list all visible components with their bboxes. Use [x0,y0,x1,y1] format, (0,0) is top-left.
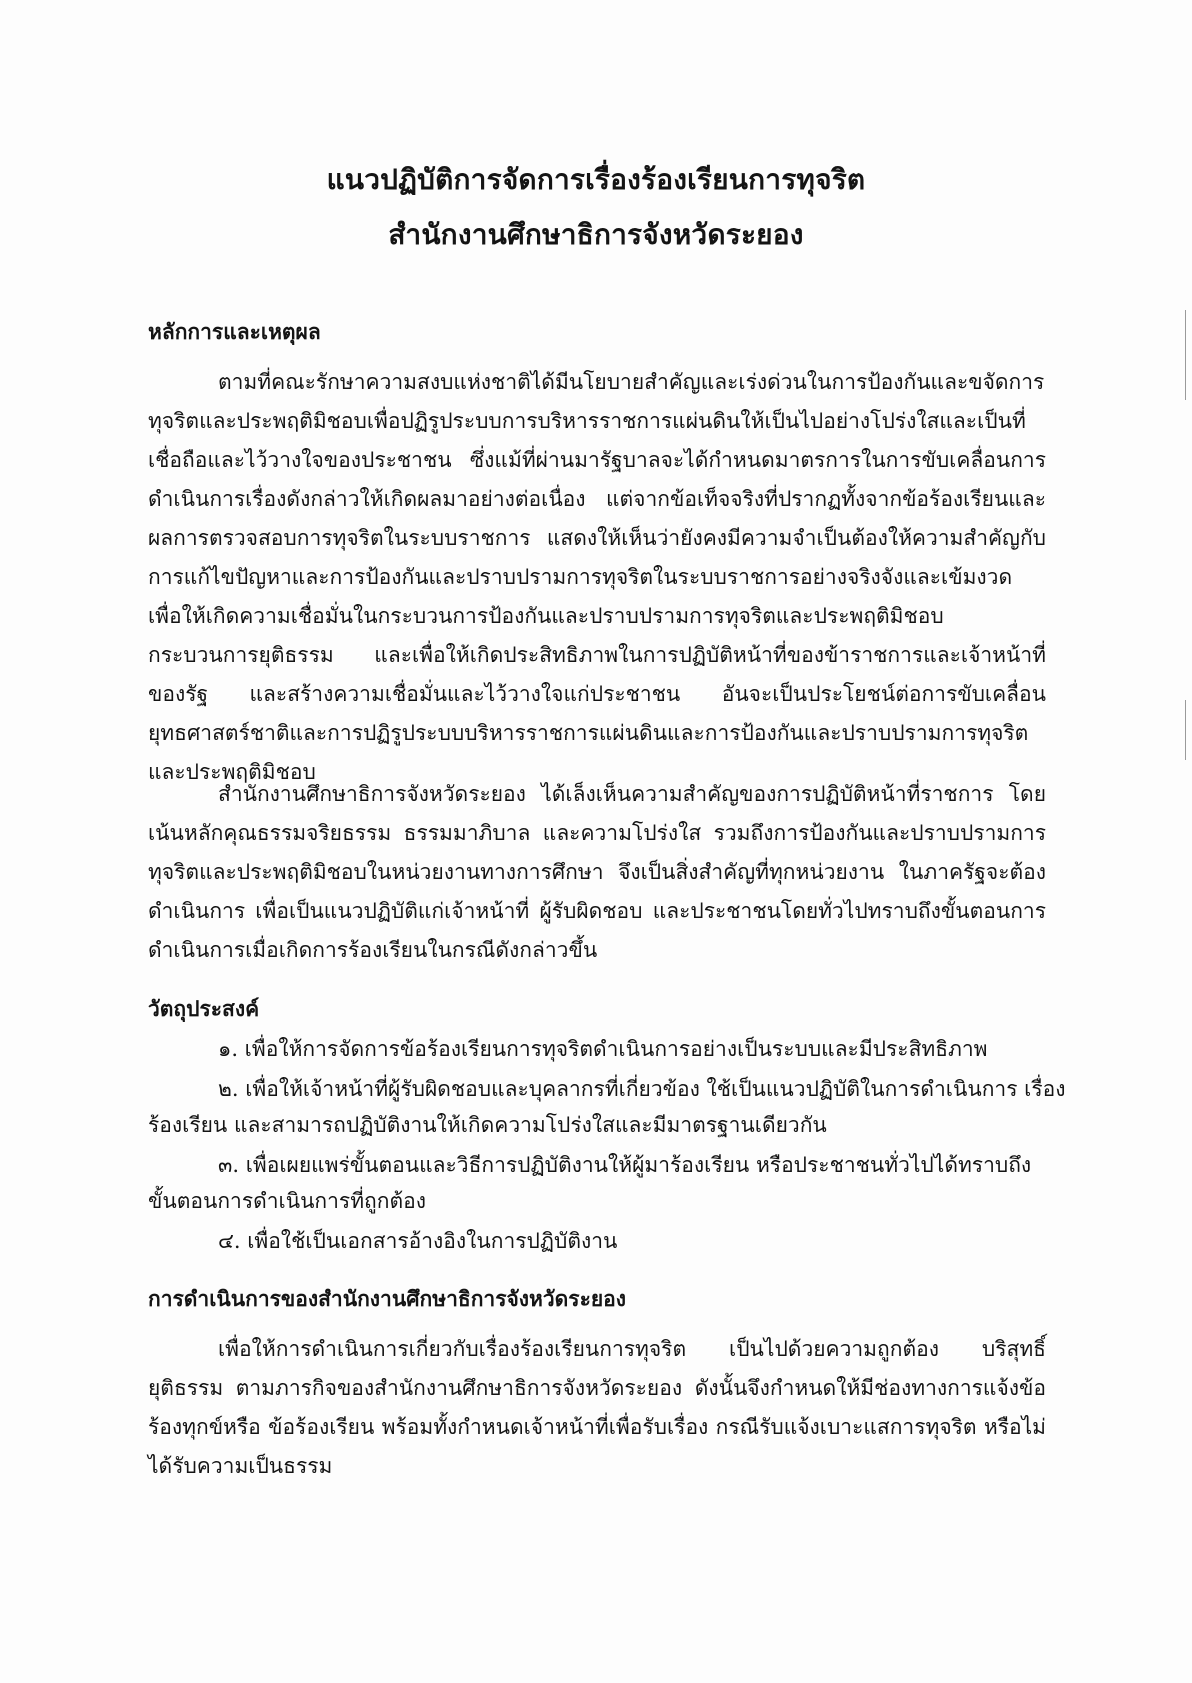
objective-item-2-line2: ร้องเรียน และสามารถปฏิบัติงานให้เกิดความโปร่งใสและมีมาตรฐานเดียวกัน [148,1113,827,1137]
objective-item-3-line1: ๓. เพื่อเผยแพร่ขั้นตอนและวิธีการปฏิบัติงานให้ผู้มาร้องเรียน หรือประชาชนทั่วไปได้ทราบถึง [218,1153,1032,1177]
objective-item-4: ๔. เพื่อใช้เป็นเอกสารอ้างอิงในการปฏิบัติงาน [218,1229,618,1253]
rationale-paragraph-2: สำนักงานศึกษาธิการจังหวัดระยอง ได้เล็งเห็นความสำคัญของการปฏิบัติหน้าที่ราชการ โดยเน้นหลักคุณธรรมจริยธรรม ธรรมมาภิบาล และความโปร่งใส รวมถึงการป้องกันและปราบปรามการทุจริตและประพฤติมิชอบในหน่วยงานทางการศึกษา จึงเป็นสิ่งสำคัญที่ทุกหน่วยงาน ในภาครัฐจะต้องดำเนินการ เพื่อเป็นแนวปฏิบัติแก่เจ้าหน้าที่ ผู้รับผิดชอบ และประชาชนโดยทั่วไปทราบถึงขั้นตอนการดำเนินการเมื่อเกิดการร้องเรียนในกรณีดังกล่าวขึ้น [148,782,1046,962]
section-heading-rationale: หลักการและเหตุผล [148,319,321,344]
rationale-paragraph-1: ตามที่คณะรักษาความสงบแห่งชาติได้มีนโยบายสำคัญและเร่งด่วนในการป้องกันและขจัดการทุจริตและประพฤติมิชอบเพื่อปฏิรูประบบการบริหารราชการแผ่นดินให้เป็นไปอย่างโปร่งใสและเป็นที่เชื่อถือและไว้วางใจของประชาชน ซึ่งแม้ที่ผ่านมารัฐบาลจะได้กำหนดมาตรการในการขับเคลื่อนการดำเนินการเรื่องดังกล่าวให้เกิดผลมาอย่างต่อเนื่อง แต่จากข้อเท็จจริงที่ปรากฏทั้งจากข้อร้องเรียนและผลการตรวจสอบการทุจริตในระบบราชการ แสดงให้เห็นว่ายังคงมีความจำเป็นต้องให้ความสำคัญกับการแก้ไขปัญหาและการป้องกันและปราบปรามการทุจริตในระบบราชการอย่างจริงจังและเข้มงวด เพื่อให้เกิดความเชื่อมั่นในกระบวนการป้องกันและปราบปรามการทุจริตและประพฤติมิชอบ กระบวนการยุติธรรม และเพื่อให้เกิดประสิทธิภาพในการปฏิบัติหน้าที่ของข้าราชการและเจ้าหน้าที่ของรัฐ และสร้างความเชื่อมั่นและไว้วางใจแก่ประชาชน อันจะเป็นประโยชน์ต่อการขับเคลื่อนยุทธศาสตร์ชาติและการปฏิรูประบบบริหารราชการแผ่นดินและการป้องกันและปราบปรามการทุจริตและประพฤติมิชอบ [148,370,1046,784]
document-title-line1: แนวปฏิบัติการจัดการเรื่องร้องเรียนการทุจริต [326,163,866,196]
objective-item-3-line2: ขั้นตอนการดำเนินการที่ถูกต้อง [148,1189,426,1213]
scan-edge-mark [1185,310,1186,400]
document-title-line2: สำนักงานศึกษาธิการจังหวัดระยอง [388,218,804,251]
objective-item-1: ๑. เพื่อให้การจัดการข้อร้องเรียนการทุจริตดำเนินการอย่างเป็นระบบและมีประสิทธิภาพ [218,1037,988,1061]
objective-item-2-line1: ๒. เพื่อให้เจ้าหน้าที่ผู้รับผิดชอบและบุคลากรที่เกี่ยวข้อง ใช้เป็นแนวปฏิบัติในการดำเนินการ เรื่อง [218,1077,1066,1101]
scan-edge-mark [1185,700,1186,760]
operations-paragraph-1: เพื่อให้การดำเนินการเกี่ยวกับเรื่องร้องเรียนการทุจริต เป็นไปด้วยความถูกต้อง บริสุทธิ์ ยุติธรรม ตามภารกิจของสำนักงานศึกษาธิการจังหวัดระยอง ดังนั้นจึงกำหนดให้มีช่องทางการแจ้งข้อร้องทุกข์หรือ ข้อร้องเรียน พร้อมทั้งกำหนดเจ้าหน้าที่เพื่อรับเรื่อง กรณีรับแจ้งเบาะแสการทุจริต หรือไม่ได้รับความเป็นธรรม [148,1337,1046,1478]
section-heading-operations: การดำเนินการของสำนักงานศึกษาธิการจังหวัดระยอง [148,1286,627,1311]
section-heading-objectives: วัตถุประสงค์ [148,996,260,1021]
